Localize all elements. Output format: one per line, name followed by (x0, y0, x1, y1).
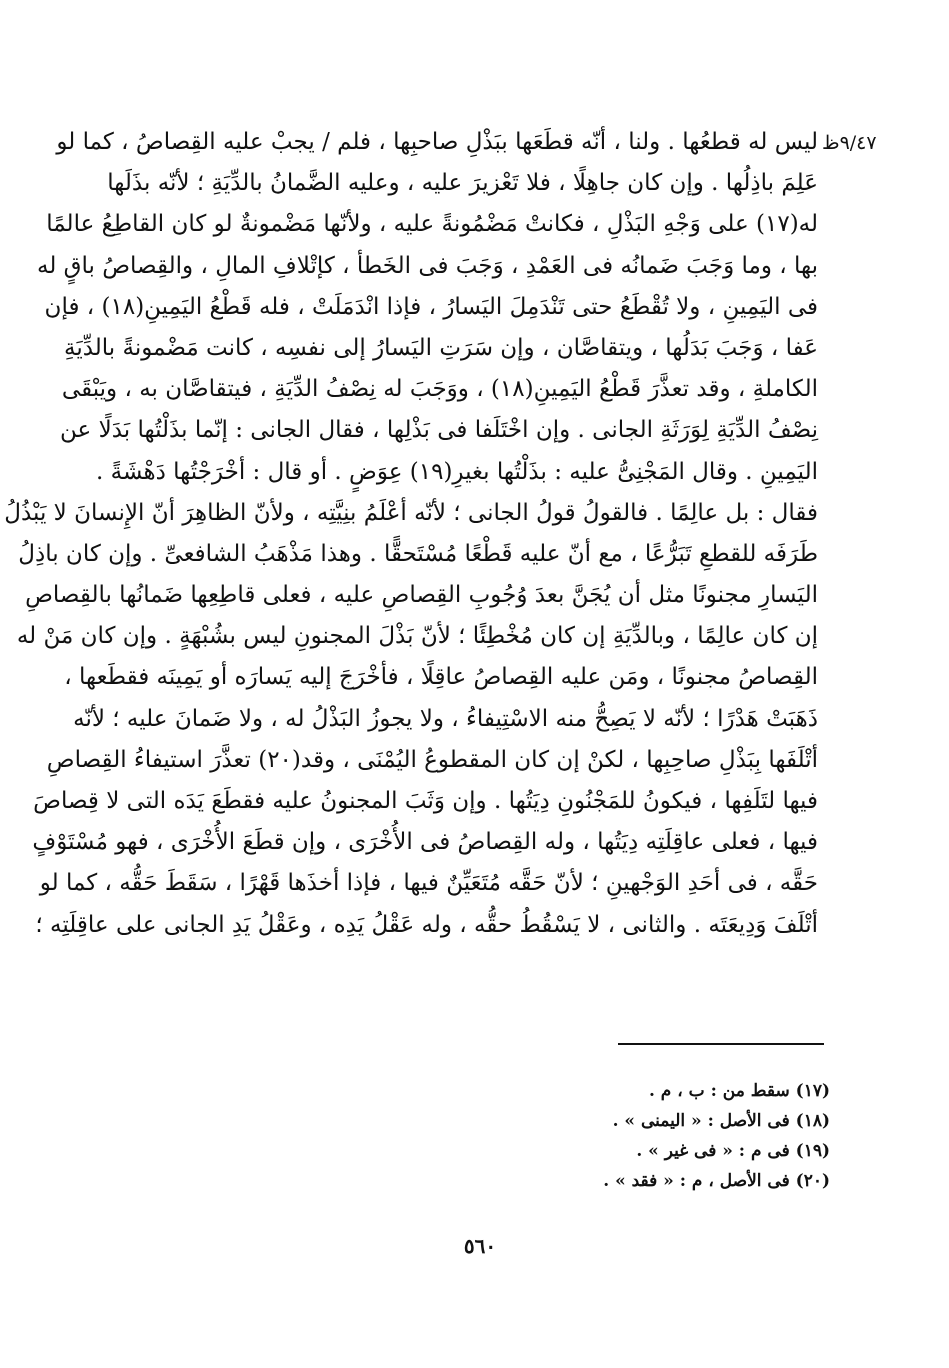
footnote: (١٨) فى الأصل : « اليمنى » . (612, 1111, 830, 1131)
footnote: (١٧) سقط من : ب ، م . (648, 1081, 830, 1101)
footnotes (500, 1076, 830, 1196)
text-line: فيها لتَلَفِها ، فيكونُ للمَجْنُونِ دِيَتُها . وإن وَثَبَ المجنونُ عليه فقطَعَ يَدَه التى لا قِصاصَ (33, 788, 818, 814)
text-line: نِصْفُ الدِّيَةِ لِوَرَثَةِ الجانى . وإن اخْتَلَفا فى بَذْلِها ، فقال الجانى : إنّما بذَلْتُها بَدَلًا عن (60, 417, 818, 444)
text-line: أتْلَفَ وَدِيعَتَه . والثانى ، لا يَسْقُطُ حقُّه ، وله عَقْلُ يَدِه ، وعَقْلُ يَدِ الجانى على عاقِلَتِه ؛ (35, 911, 818, 938)
text-line: أتْلَفَها بِبَذْلِ صاحِبِها ، لكنْ إن كان المقطوعُ اليُمْنَى ، وقد(٢٠) تعذَّرَ استيفاءُ القِصاصِ (46, 746, 818, 773)
text-line: بها ، وما وَجَبَ ضَمانُه فى العَمْدِ ، وَجَبَ فى الخَطأ ، كإتْلافِ المالِ ، والقِصاصُ باقٍ له (37, 252, 818, 279)
text-line: الكاملةِ ، وقد تعذَّرَ قَطْعُ اليَمِينِ(١٨) ، ووَجَبَ له نِصْفُ الدِّيَةِ ، فيتقاصَّان به ، ويَبْقَى (61, 376, 818, 403)
folio-margin-note: ٩/٤٧ظ (822, 132, 877, 154)
text-line: عَفا ، وَجَبَ بَدَلُها ، ويتقاصَّان ، وإن سَرَتِ اليَسارُ إلى نفسِه ، كانت مَضْمونةً بالدِّيَةِ (63, 334, 818, 361)
text-line: له(١٧) على وَجْهِ البَذْلِ ، فكانتْ مَضْمُونةً عليه ، ولأنّها مَضْمونةٌ لو كان القاطِعُ عالمًا (46, 211, 818, 238)
text-line: ليس له قطعُها . ولنا ، أنّه قطَعَها ببَذْلِ صاحبِها ، فلم / يجبْ عليه القِصاصُ ، كما لو (56, 129, 818, 155)
text-line: اليَسارِ مجنونًا مثل أن يُجَنَّ بعدَ وُجُوبِ القِصاصِ عليه ، فعلى قاطِعِها ضَمانُها بالقِصاصِ (25, 582, 818, 609)
footnote-divider (618, 1043, 824, 1045)
text-line: حَقَّه ، فى أحَدِ الوَجْهينِ ؛ لأنّ حَقَّه مُتَعَيِّنٌ فيها ، فإذا أخذَها قَهْرًا ، سَقَطَ حَقُّه ، كما لو (39, 870, 818, 897)
text-line: طَرَفَه للقطعِ تَبَرُّعًا ، مع أنّ عليه قَطْعًا مُسْتَحقًّا . وهذا مَذْهَبُ الشافعىِّ . وإن كان باذِلُ (18, 540, 818, 567)
footnote: (٢٠) فى الأصل ، م : « فقد » . (603, 1171, 830, 1191)
text-line: فى اليَمِينِ ، ولا تُقْطَعُ حتى تَنْدَمِلَ اليَسارُ ، فإذا انْدَمَلَتْ ، فله قَطْعُ اليَمِينِ(١٨) ، فإن (44, 293, 818, 320)
text-line: عَلِمَ باذِلُها . وإن كان جاهِلًا ، فلا تَعْزيرَ عليه ، وعليه الضَّمانُ بالدِّيَةِ ؛ لأنّه بذَلَها (107, 170, 818, 197)
text-line: فقال : بل عالِمًا . فالقولُ قولُ الجانى ؛ لأنّه أعْلَمُ بنِيَّتِه ، ولأنّ الظاهِرَ أنّ الإِنسانَ لا يَبْذُلُ (4, 499, 818, 526)
page-number: ٥٦٠ (463, 1234, 497, 1258)
main-text (4, 122, 818, 946)
text-line: إن كان عالِمًا ، وبالدِّيَةِ إن كان مُخْطِئًا ؛ لأنّ بَذْلَ المجنونِ ليس بشُبْهَةٍ . وإن كان مَنْ له (16, 623, 818, 650)
footnote: (١٩) فى م : « فى غير » . (636, 1141, 830, 1161)
text-line: اليَمِينِ . وقال المَجْنِىُّ عليه : بذَلْتُها بغيرِ(١٩) عِوَضٍ . أو قال : أخْرَجْتُها دَهْشَةً . (95, 458, 818, 485)
text-line: فيها ، فعلى عاقِلَتِه دِيَتُها ، وله القِصاصُ فى الأُخْرَى ، وإن قطَعَ الأُخْرَى ، فهو مُسْتَوْفٍ (32, 829, 818, 856)
text-line: القِصاصُ مجنونًا ، ومَن عليه القِصاصُ عاقِلًا ، فأخْرَجَ إليه يَسارَه أو يَمِينَه فقطَعها ، (64, 664, 818, 691)
text-line: ذَهَبَتْ هَدْرًا ؛ لأنّه لا يَصِحُّ منه الاسْتِيفاءُ ، ولا يجوزُ البَذْلُ له ، ولا ضَمانَ عليه ؛ لأنّه (73, 705, 818, 732)
